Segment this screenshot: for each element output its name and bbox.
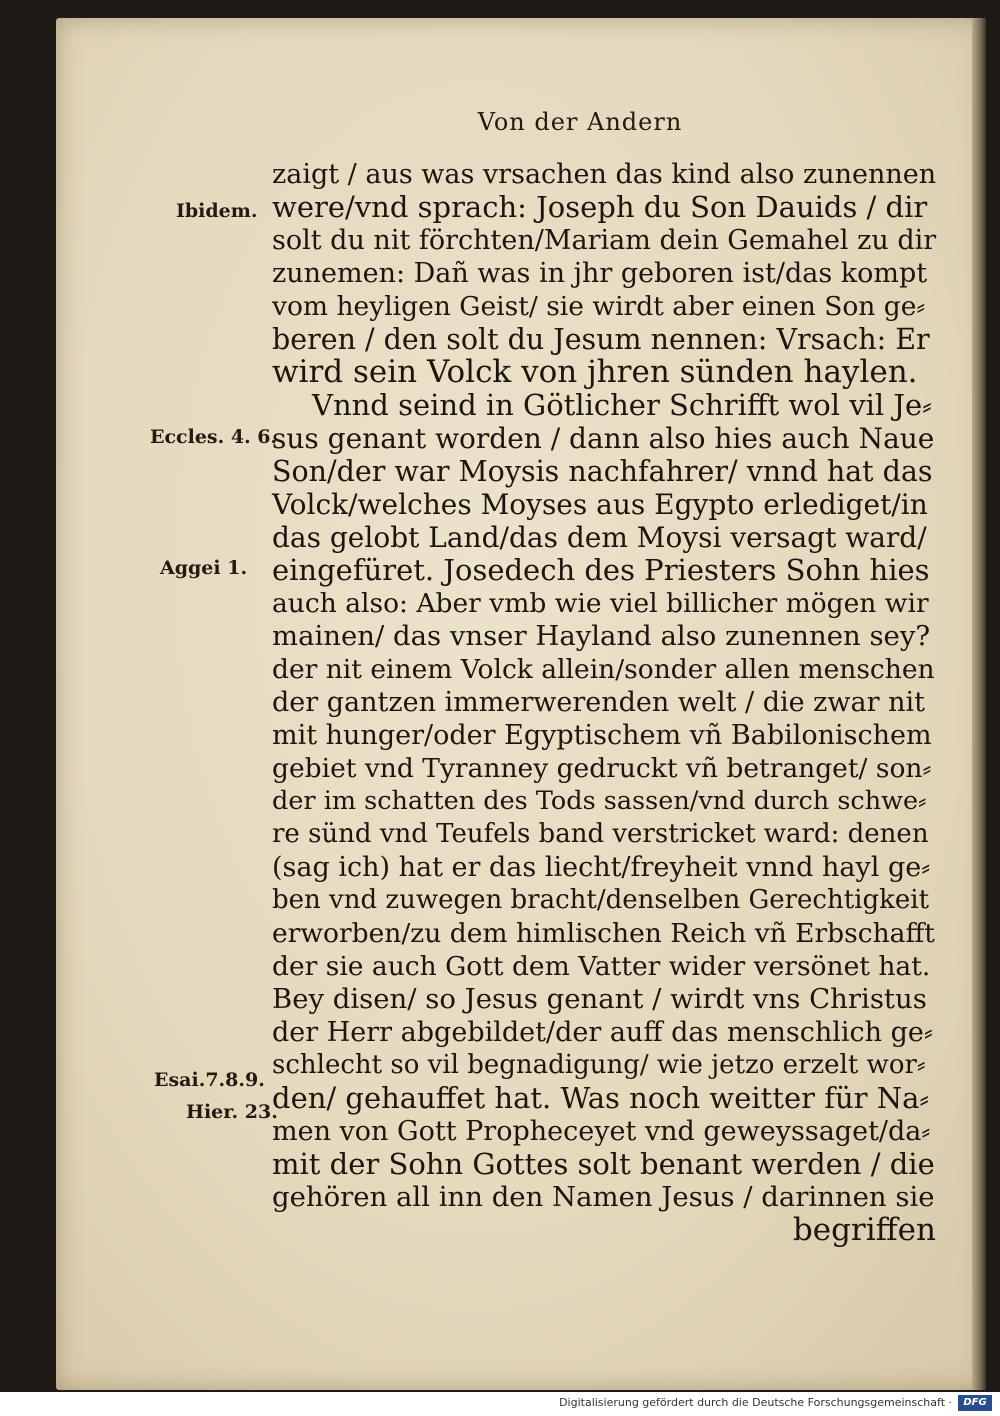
body-line: mit hunger/oder Egyptischem vñ Babilonischem [272, 720, 932, 751]
dfg-logo-icon: DFG [958, 1395, 992, 1411]
body-line: der gantzen immerwerenden welt / die zwar nit [272, 687, 925, 718]
footer-bar [0, 1392, 1000, 1416]
margin-note: Aggei 1. [160, 557, 248, 579]
body-line: erworben/zu dem himlischen Reich vñ Erbschafft [272, 918, 935, 949]
book-spine [972, 18, 986, 1390]
body-line: mit der Sohn Gottes solt benant werden / die [272, 1147, 935, 1181]
body-line: der Herr abgebildet/der auff das menschlich ge⸗ [272, 1017, 933, 1048]
body-line: schlecht so vil begnadigung/ wie jetzo erzelt wor⸗ [272, 1050, 926, 1080]
body-line: der im schatten des Tods sassen/vnd durch schwe⸗ [272, 786, 927, 816]
body-line: den/ gehauffet hat. Was noch weitter für Na⸗ [272, 1081, 930, 1115]
body-line: der sie auch Gott dem Vatter wider versönet hat. [272, 951, 931, 982]
body-line: sus genant worden / dann also hies auch Naue [272, 422, 935, 455]
body-line: ben vnd zuwegen bracht/denselben Gerechtigkeit [272, 885, 930, 915]
body-line: gebiet vnd Tyranney gedruckt vñ betranget/ son⸗ [272, 753, 932, 784]
body-line: das gelobt Land/das dem Moysi versagt ward/ [272, 521, 927, 554]
body-line: mainen/ das vnser Hayland also zunennen sey? [272, 620, 931, 652]
body-line: Volck/welches Moyses aus Egypto erlediget/in [272, 488, 928, 521]
body-line: Vnnd seind in Götlicher Schrifft wol vil Je⸗ [312, 388, 932, 422]
body-line: auch also: Aber vmb wie viel billicher mögen wir [272, 588, 929, 619]
margin-note: Ibidem. [176, 200, 258, 222]
margin-note: Esai.7.8.9. [154, 1069, 265, 1091]
body-line: beren / den solt du Jesum nennen: Vrsach: Er [272, 323, 930, 356]
body-line: men von Gott Propheceyet vnd geweyssaget/da⸗ [272, 1116, 931, 1147]
body-line: zaigt / aus was vrsachen das kind also zunennen [272, 159, 937, 190]
body-line: eingefüret. Josedech des Priesters Sohn hies [272, 553, 930, 587]
body-line: were/vnd sprach: Joseph du Son Dauids / dir [272, 190, 928, 224]
body-line: der nit einem Volck allein/sonder allen menschen [272, 654, 935, 685]
body-line: (sag ich) hat er das liecht/freyheit vnnd hayl ge⸗ [272, 852, 931, 883]
body-line: zunemen: Dañ was in jhr geboren ist/das kompt [272, 258, 928, 289]
funding-credit: Digitalisierung gefördert durch die Deutsche Forschungsgemeinschaft · [559, 1396, 952, 1409]
margin-note: Hier. 23. [186, 1101, 278, 1123]
body-line: solt du nit förchten/Mariam dein Gemahel zu dir [272, 225, 937, 256]
body-line: Son/der war Moysis nachfahrer/ vnnd hat das [272, 455, 933, 488]
body-line: re sünd vnd Teufels band verstricket ward: denen [272, 819, 929, 849]
body-line: wird sein Volck von jhren sünden haylen. [272, 354, 918, 390]
margin-note: Eccles. 4. 6. [150, 426, 278, 448]
body-line: Bey disen/ so Jesus genant / wirdt vns Christus [272, 983, 927, 1015]
body-line: vom heyligen Geist/ sie wirdt aber einen Son ge⸗ [272, 291, 926, 322]
catchword: begriffen [792, 1212, 936, 1248]
running-head: Von der Andern [477, 108, 683, 136]
body-line: gehören all inn den Namen Jesus / darinnen sie [272, 1181, 935, 1213]
